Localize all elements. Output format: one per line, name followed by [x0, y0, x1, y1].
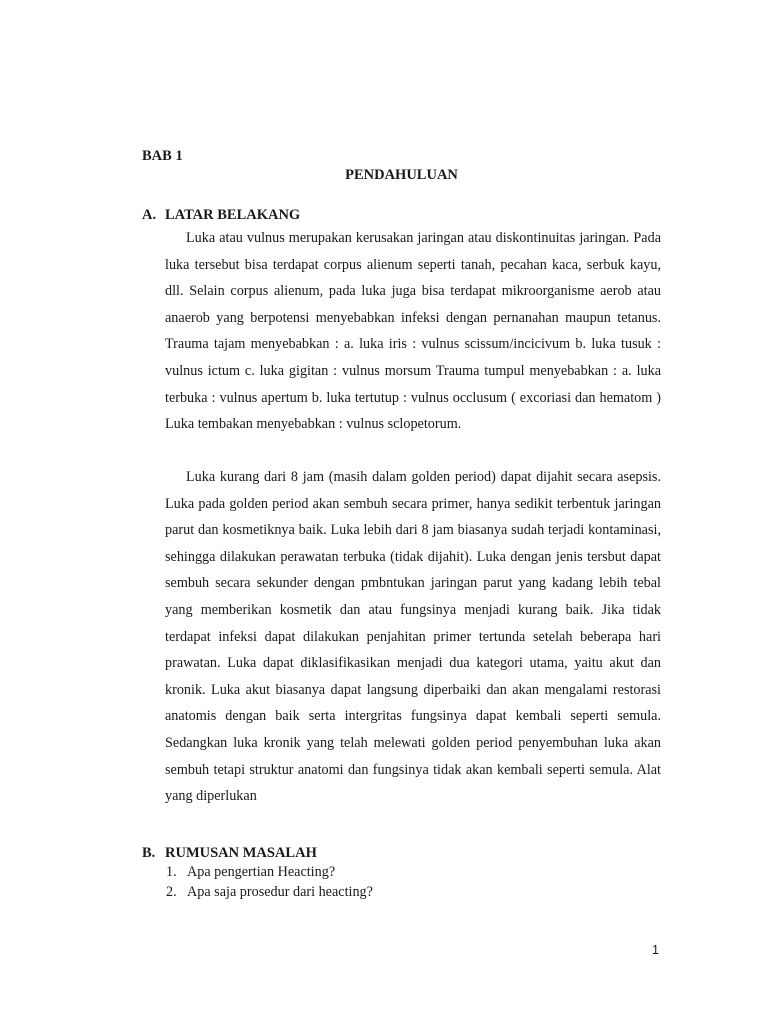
section-a-title: LATAR BELAKANG [165, 207, 301, 223]
section-a-number: A. [142, 207, 157, 223]
section-b-title: RUMUSAN MASALAH [165, 845, 317, 861]
section-b-heading [142, 845, 317, 862]
section-b-number: B. [142, 845, 156, 861]
section-a-heading [142, 207, 300, 224]
list-item-number: 1. [166, 864, 177, 880]
page-number: 1 [652, 943, 659, 957]
section-a-paragraph-2-block [165, 464, 661, 810]
list-item [166, 882, 373, 902]
list-item-text: Apa pengertian Heacting? [187, 864, 336, 880]
chapter-title: PENDAHULUAN [345, 167, 458, 183]
chapter-label: BAB 1 [142, 148, 183, 164]
list-item-number: 2. [166, 884, 177, 900]
problem-list [166, 862, 373, 902]
section-a-paragraph-1-block [165, 225, 661, 438]
list-item-text: Apa saja prosedur dari heacting? [187, 884, 373, 900]
list-item [166, 862, 373, 882]
section-a-paragraph-2: Luka kurang dari 8 jam (masih dalam golden period) dapat dijahit secara asepsis. Luka pada golden period akan sembuh secara primer, hanya sedikit terbentuk jaringan parut dan kosmetiknya baik. Luka lebih dari 8 jam biasanya sudah terjadi kontaminasi, sehingga dilakukan perawatan terbuka (tidak dijahit). Luka dengan jenis tersbut dapat sembuh secara sekunder dengan pmbntukan jaringan parut yang kadang lebih tebal yang memberikan kosmetik dan atau fungsinya menjadi kurang baik. Jika tidak terdapat infeksi dapat dilakukan penjahitan primer tertunda setelah beberapa hari prawatan. Luka dapat diklasifikasikan menjadi dua kategori utama, yaitu akut dan kronik. Luka akut biasanya dapat langsung diperbaiki dan akan mengalami restorasi anatomis dengan baik serta intergritas fungsinya dapat kembali seperti semula. Sedangkan luka kronik yang telah melewati golden period penyembuhan luka akan sembuh tetapi struktur anatomi dan fungsinya tidak akan kembali seperti semula. Alat yang diperlukan [165, 469, 661, 805]
section-a-paragraph-1: Luka atau vulnus merupakan kerusakan jaringan atau diskontinuitas jaringan. Pada luka tersebut bisa terdapat corpus alienum seperti tanah, pecahan kaca, serbuk kayu, dll. Selain corpus alienum, pada luka juga bisa terdapat mikroorganisme aerob atau anaerob yang berpotensi menyebabkan infeksi dengan pernanahan maupun tetanus. Trauma tajam menyebabkan : a. luka iris : vulnus scissum/incicivum b. luka tusuk : vulnus ictum c. luka gigitan : vulnus morsum Trauma tumpul menyebabkan : a. luka terbuka : vulnus apertum b. luka tertutup : vulnus occlusum ( excoriasi dan hematom ) Luka tembakan menyebabkan : vulnus sclopetorum. [165, 230, 661, 433]
